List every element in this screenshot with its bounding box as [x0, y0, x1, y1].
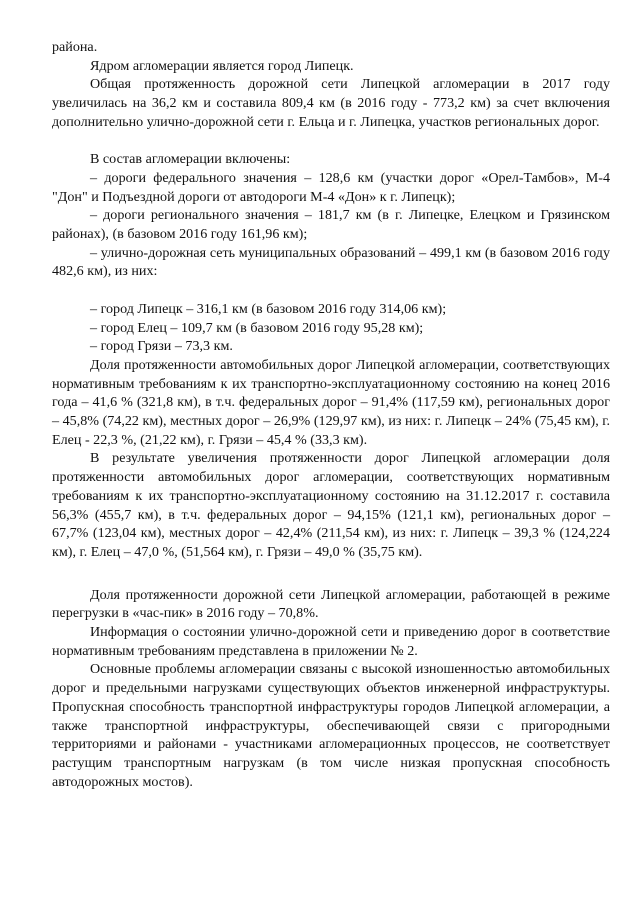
list-item-elets: – город Елец – 109,7 км (в базовом 2016 году 95,28 км); — [90, 319, 424, 336]
spacer — [52, 132, 610, 151]
list-item-lipetsk: – город Липецк – 316,1 км (в базовом 2016 году 314,06 км); — [90, 300, 447, 317]
spacer — [52, 562, 610, 586]
paragraph-peak-overload: Доля протяженности дорожной сети Липецкой агломерации, работающей в режиме перегрузки в «час-пик» в 2016 году – 70,8%. — [52, 586, 610, 622]
paragraph-composition-heading: В состав агломерации включены: — [90, 151, 291, 168]
paragraph-fragment: района. — [52, 39, 98, 55]
document-page — [52, 38, 610, 791]
paragraph-share-2016: Доля протяженности автомобильных дорог Липецкой агломерации, соответствующих нормативным требованиям к их транспортно-эксплуатационному состоянию на конец 2016 года – 41,6 % (321,8 км), в т.ч. федеральных дорог – 91,4% (117,59 км), региональных дорог – 45,8% (74,22 км), местных дорог – 26,9% (129,97 км), из них: г. Липецк – 24% (75,45 км), г. Елец - 22,3 %, (21,22 км), г. Грязи – 45,4 % (33,3 км). — [52, 356, 610, 448]
list-item-municipal-roads: – улично-дорожная сеть муниципальных образований – 499,1 км (в базовом 2016 году 482,6 км), из них: — [52, 244, 610, 280]
paragraph-core-city: Ядром агломерации является город Липецк. — [90, 57, 354, 74]
spacer — [52, 281, 610, 300]
list-item-federal-roads: – дороги федерального значения – 128,6 км (участки дорог «Орел-Тамбов», М-4 "Дон" и Подъездной дороги от автодороги М-4 «Дон» к г. Липецк); — [52, 169, 610, 205]
paragraph-total-length: Общая протяженность дорожной сети Липецкой агломерации в 2017 году увеличилась на 36,2 км и составила 809,4 км (в 2016 году - 773,2 км) за счет включения дополнительно улично-дорожной сети г. Ельца и г. Липецка, участков региональных дорог. — [52, 76, 610, 130]
list-item-gryazi: – город Грязи – 73,3 км. — [90, 338, 233, 355]
paragraph-main-problems: Основные проблемы агломерации связаны с высокой изношенностью автомобильных дорог и предельными нагрузками существующих объектов инженерной инфраструктуры. Пропускная способность транспортной инфраструктуры городов Липецкой агломерации, а также транспортной инфраструктуры, обеспечивающей связи с пригородными территориями и районами - участниками агломерационных процессов, не соответствует растущим транспортным нагрузкам (в том числе низкая пропускная способность автодорожных мостов). — [52, 661, 610, 790]
paragraph-appendix-reference: Информация о состоянии улично-дорожной сети и приведению дорог в соответствие нормативным требованиям представлена в приложении № 2. — [52, 624, 610, 659]
paragraph-share-2017: В результате увеличения протяженности дорог Липецкой агломерации доля протяженности автомобильных дорог агломерации, соответствующих нормативным требованиям к их транспортно-эксплуатационному состоянию на 31.12.2017 г. составила 56,3% (455,7 км), в т.ч. федеральных дорог – 94,15% (121,1 км), региональных дорог – 67,7% (123,04 км), местных дорог – 42,4% (211,54 км), из них: г. Липецк – 39,3 % (124,224 км), г. Елец – 47,0 %, (51,564 км), г. Грязи – 49,0 % (35,75 км). — [52, 450, 610, 560]
list-item-regional-roads: – дороги регионального значения – 181,7 км (в г. Липецке, Елецком и Грязинском районах), (в базовом 2016 году 161,96 км); — [52, 207, 610, 243]
